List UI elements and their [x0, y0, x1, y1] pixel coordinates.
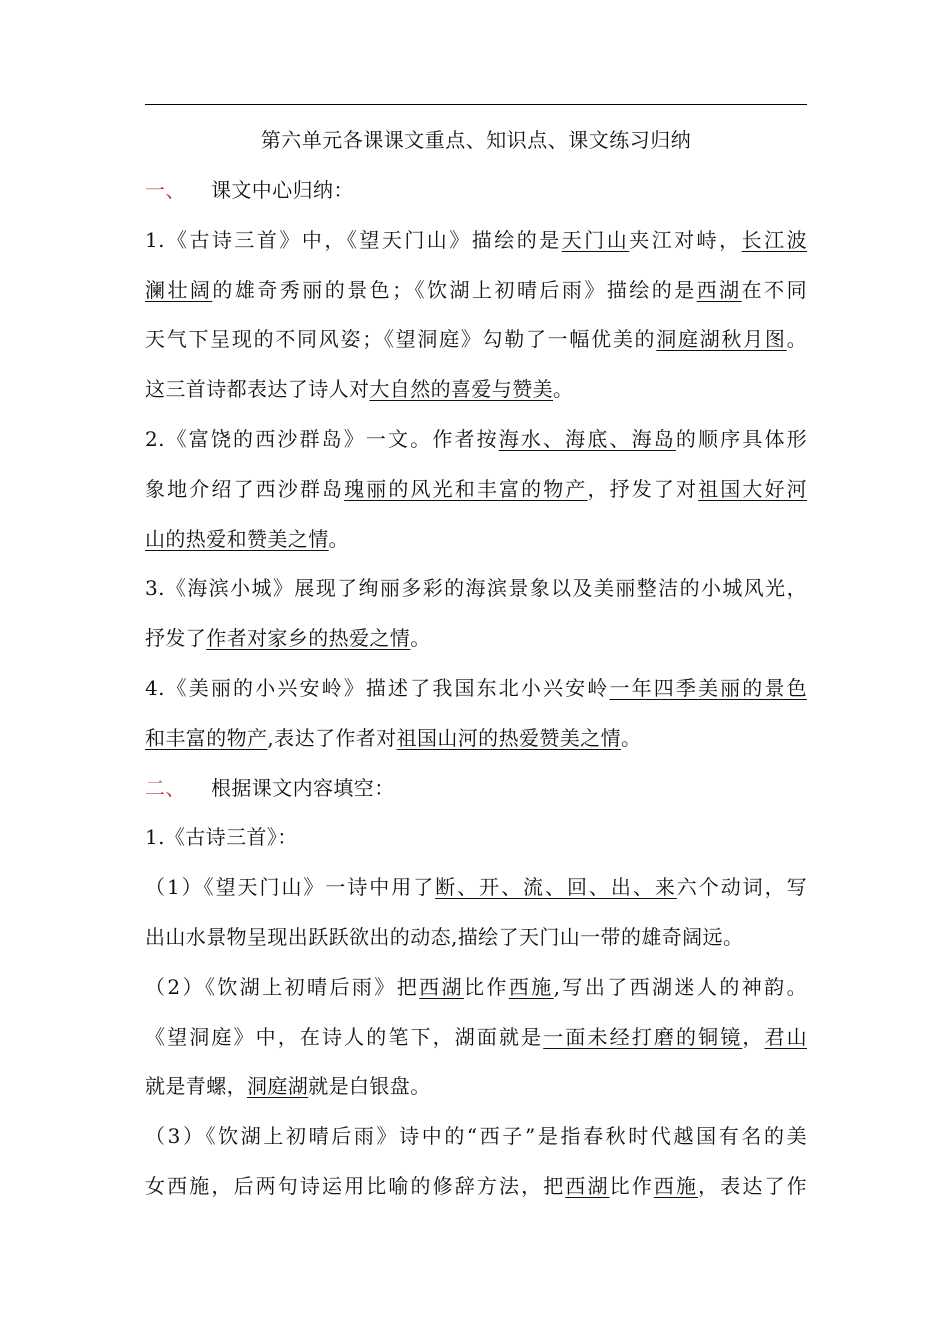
text-run: 的雄奇秀丽的景色；《饮湖上初晴后雨》描绘的是: [212, 277, 697, 302]
paragraph-line: [145, 614, 807, 664]
section-heading-1: [145, 166, 807, 216]
paragraph-line: [145, 913, 807, 963]
paragraph-line: [145, 216, 807, 266]
text-run: 2.《富饶的西沙群岛》一文。作者按: [145, 426, 499, 451]
paragraph-line: [145, 1162, 807, 1212]
text-run: 夹江对峙，: [629, 227, 742, 252]
header-rule: [145, 104, 807, 105]
answer-blank: 长江波: [741, 227, 807, 252]
answer-blank: 祖国大好河: [698, 476, 807, 501]
document-title: 第六单元各课课文重点、知识点、课文练习归纳: [260, 128, 692, 152]
paragraph-line: [145, 415, 807, 465]
paragraph-line: [145, 315, 807, 365]
paragraph-line: [145, 365, 807, 415]
section-title: 课文中心归纳：: [211, 178, 354, 202]
text-run: 比作: [609, 1173, 654, 1198]
paragraph-line: [145, 1013, 807, 1063]
answer-blank: 一面未经打磨的铜镜: [543, 1024, 743, 1049]
answer-blank: 西施: [653, 1173, 699, 1198]
answer-blank: 澜壮阔: [145, 277, 213, 302]
answer-blank: 断、开、流、回、出、来: [435, 875, 677, 900]
text-run: ，: [742, 1024, 765, 1049]
text-run: （2）《饮湖上初晴后雨》把: [145, 974, 420, 999]
text-run: 这三首诗都表达了诗人对: [145, 377, 370, 402]
paragraph-line: [145, 465, 807, 515]
answer-blank: 西湖: [419, 974, 464, 999]
text-run: （3）《饮湖上初晴后雨》诗中的“西子”是指春秋时代越国有名的美: [145, 1124, 807, 1149]
text-run: 就是白银盘。: [308, 1074, 431, 1099]
text-run: 抒发了: [145, 626, 207, 651]
text-run: 比作: [463, 974, 509, 999]
text-run: 1.《古诗三首》：: [145, 825, 298, 850]
text-run: 1.《古诗三首》中，《望天门山》描绘的是: [145, 227, 562, 252]
document-body: [145, 166, 807, 1212]
answer-blank: 祖国山河的热爱赞美之情: [396, 725, 621, 750]
answer-blank: 西湖: [696, 277, 742, 302]
text-run: 《望洞庭》中，在诗人的笔下，湖面就是: [145, 1024, 544, 1049]
answer-blank: 西施: [508, 974, 554, 999]
text-run: 象地介绍了西沙群岛: [145, 476, 345, 501]
paragraph-line: [145, 714, 807, 764]
text-run: ，抒发了对: [587, 476, 699, 501]
paragraph-line: [145, 564, 807, 614]
text-run: 。: [328, 526, 350, 551]
paragraph-line: [145, 515, 807, 565]
section-heading-2: [145, 764, 807, 814]
text-run: 3.《海滨小城》展现了绚丽多彩的海滨景象以及美丽整洁的小城风光，: [145, 576, 807, 601]
text-run: 。: [620, 725, 642, 750]
text-run: ,表达了作者对: [267, 725, 397, 750]
text-run: 就是青螺，: [145, 1074, 247, 1099]
text-run: 出山水景物呈现出跃跃欲出的动态,描绘了天门山一带的雄奇阔远。: [145, 924, 744, 949]
text-run: 六个动词，写: [676, 875, 807, 900]
paragraph-line: [145, 1062, 807, 1112]
text-run: ,写出了西湖迷人的神韵。: [553, 974, 807, 999]
answer-blank: 瑰丽的风光和丰富的物产: [344, 476, 588, 501]
answer-blank: 天门山: [561, 227, 630, 252]
answer-blank: 山的热爱和赞美之情: [145, 526, 329, 551]
text-run: ，表达了作: [698, 1173, 807, 1198]
answer-blank: 君山: [764, 1024, 807, 1049]
paragraph-line: [145, 963, 807, 1013]
answer-blank: 海水、海底、海岛: [498, 426, 676, 451]
answer-blank: 西湖: [565, 1173, 610, 1198]
text-run: 4.《美丽的小兴安岭》描述了我国东北小兴安岭: [145, 675, 610, 700]
answer-blank: 一年四季美丽的景色: [609, 675, 807, 700]
paragraph-line: [145, 664, 807, 714]
section-number: 一、: [145, 178, 186, 202]
answer-blank: 作者对家乡的热爱之情: [206, 626, 411, 651]
text-run: 。: [410, 626, 431, 651]
answer-blank: 洞庭湖秋月图: [656, 327, 787, 352]
answer-blank: 和丰富的物产: [145, 725, 268, 750]
section-title: 根据课文内容填空：: [211, 775, 395, 800]
answer-blank: 大自然的喜爱与赞美: [369, 377, 554, 402]
answer-blank: 洞庭湖: [247, 1074, 309, 1099]
text-run: 的顺序具体形: [675, 426, 807, 451]
paragraph-line: [145, 863, 807, 913]
text-run: 天气下呈现的不同风姿；《望洞庭》勾勒了一幅优美的: [145, 327, 657, 352]
text-run: （1）《望天门山》一诗中用了: [145, 875, 436, 900]
paragraph-line: [145, 813, 807, 863]
paragraph-line: [145, 266, 807, 316]
text-run: 。: [553, 377, 574, 402]
text-run: 在不同: [741, 277, 807, 302]
section-number: 二、: [145, 775, 186, 800]
text-run: 。: [786, 327, 807, 352]
text-run: 女西施，后两句诗运用比喻的修辞方法，把: [145, 1173, 566, 1198]
paragraph-line: [145, 1112, 807, 1162]
